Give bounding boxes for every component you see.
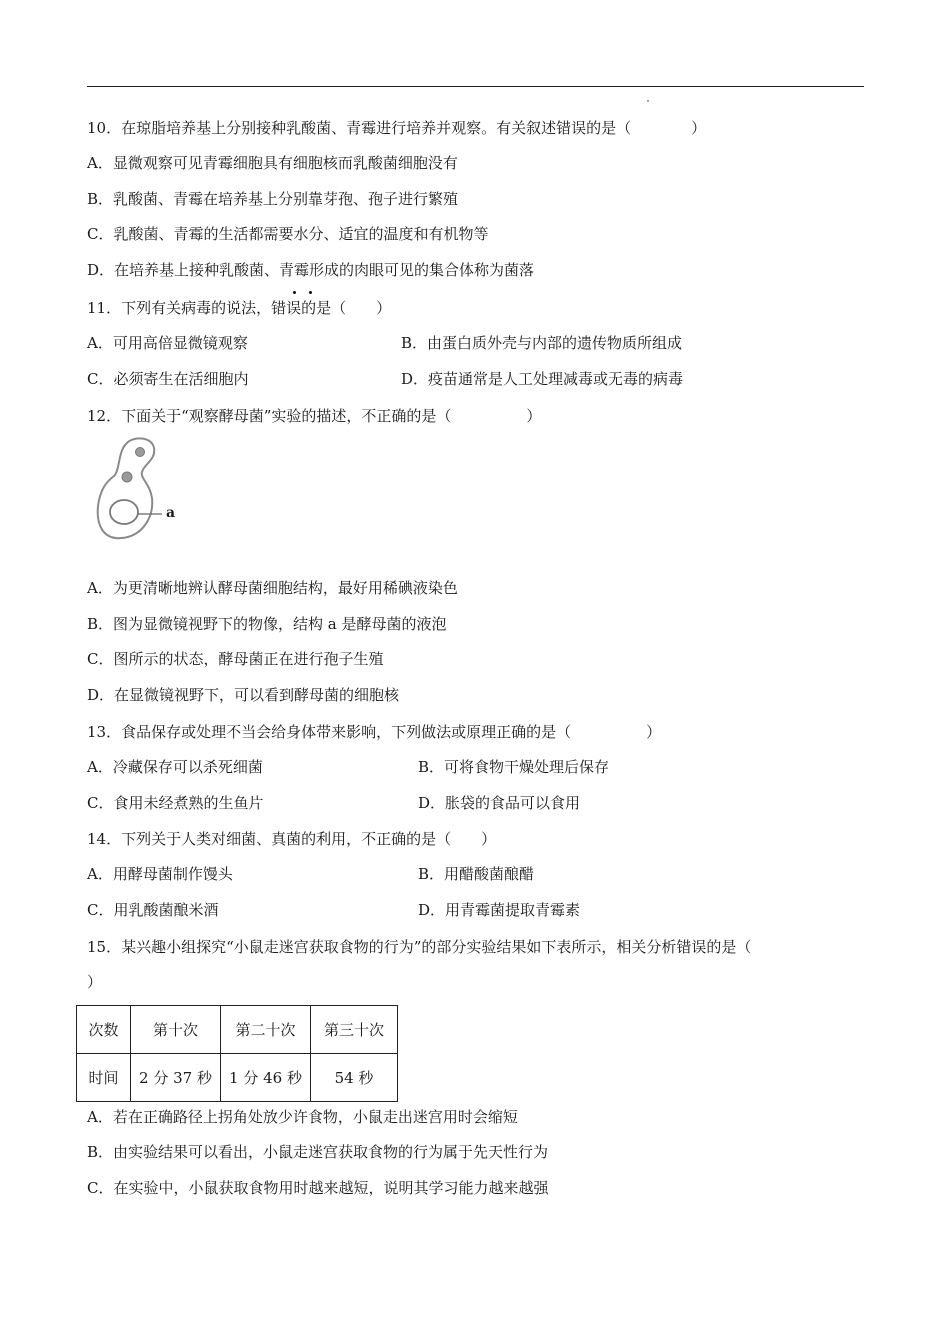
bud-dot — [136, 448, 145, 457]
q11-option-a: A．可用高倍显微镜观察 — [87, 334, 248, 352]
table-header-cell: 第二十次 — [221, 1006, 311, 1054]
q14-option-c: C．用乳酸菌酿米酒 — [87, 901, 219, 919]
q10-stem: 10．在琼脂培养基上分别接种乳酸菌、青霉进行培养并观察。有关叙述错误的是（ ） — [87, 119, 707, 137]
table-cell: 1 分 46 秒 — [221, 1054, 311, 1102]
yeast-cell-figure — [94, 436, 184, 546]
q13-option-c: C．食用未经煮熟的生鱼片 — [87, 794, 264, 812]
table-row — [77, 1006, 398, 1054]
table-cell: 54 秒 — [311, 1054, 398, 1102]
table-cell: 2 分 37 秒 — [131, 1054, 221, 1102]
q13-option-b: B．可将食物干燥处理后保存 — [418, 758, 610, 776]
q15-option-a: A．若在正确路径上拐角处放少许食物，小鼠走出迷宫用时会缩短 — [87, 1108, 518, 1126]
q11-option-b: B．由蛋白质外壳与内部的遗传物质所组成 — [401, 334, 683, 352]
q13-option-a: A．冷藏保存可以杀死细菌 — [87, 758, 263, 776]
q10-option-a: A．显微观察可见青霉细胞具有细胞核而乳酸菌细胞没有 — [87, 154, 458, 172]
table-header-cell: 第十次 — [131, 1006, 221, 1054]
nucleus-dot — [122, 472, 132, 482]
q11-option-d: D．疫苗通常是人工处理减毒或无毒的病毒 — [401, 370, 684, 388]
emphasis-dot — [309, 291, 312, 294]
emphasis-dot — [293, 291, 296, 294]
q12-stem: 12．下面关于“观察酵母菌”实验的描述，不正确的是（ ） — [87, 407, 542, 425]
table-header-cell: 第三十次 — [311, 1006, 398, 1054]
results-table — [76, 1005, 398, 1102]
stray-dot — [647, 100, 649, 102]
q10-option-d: D．在培养基上接种乳酸菌、青霉形成的肉眼可见的集合体称为菌落 — [87, 261, 535, 279]
q15-stem-end: ） — [87, 973, 103, 991]
q12-option-d: D．在显微镜视野下，可以看到酵母菌的细胞核 — [87, 686, 400, 704]
yeast-cell-drawing — [94, 436, 184, 546]
q11-stem: 11．下列有关病毒的说法，错误的是（ ） — [87, 299, 392, 317]
q12-option-c: C．图所示的状态，酵母菌正在进行孢子生殖 — [87, 650, 384, 668]
q10-option-c: C．乳酸菌、青霉的生活都需要水分、适宜的温度和有机物等 — [87, 225, 489, 243]
table-row — [77, 1054, 398, 1102]
q14-option-a: A．用酵母菌制作馒头 — [87, 865, 233, 883]
q15-option-b: B．由实验结果可以看出，小鼠走迷宫获取食物的行为属于先天性行为 — [87, 1143, 549, 1161]
q14-stem: 14．下列关于人类对细菌、真菌的利用，不正确的是（ ） — [87, 830, 497, 848]
q15-option-c: C．在实验中，小鼠获取食物用时越来越短，说明其学习能力越来越强 — [87, 1179, 549, 1197]
q14-option-d: D．用青霉菌提取青霉素 — [418, 901, 581, 919]
header-rule — [87, 86, 864, 87]
vacuole-circle — [110, 500, 138, 524]
table-cell: 时间 — [77, 1054, 131, 1102]
q10-option-b: B．乳酸菌、青霉在培养基上分别靠芽孢、孢子进行繁殖 — [87, 190, 459, 208]
table-header-cell: 次数 — [77, 1006, 131, 1054]
figure-label-a: a — [166, 505, 176, 521]
q14-option-b: B．用醋酸菌酿醋 — [418, 865, 535, 883]
q12-option-b: B．图为显微镜视野下的物像，结构 a 是酵母菌的液泡 — [87, 615, 447, 633]
q12-option-a: A．为更清晰地辨认酵母菌细胞结构，最好用稀碘液染色 — [87, 579, 458, 597]
q15-stem: 15．某兴趣小组探究“小鼠走迷宫获取食物的行为”的部分实验结果如下表所示，相关分析错误的是（ — [87, 938, 752, 956]
q11-option-c: C．必须寄生在活细胞内 — [87, 370, 249, 388]
q13-option-d: D．胀袋的食品可以食用 — [418, 794, 581, 812]
q13-stem: 13．食品保存或处理不当会给身体带来影响，下列做法或原理正确的是（ ） — [87, 723, 662, 741]
